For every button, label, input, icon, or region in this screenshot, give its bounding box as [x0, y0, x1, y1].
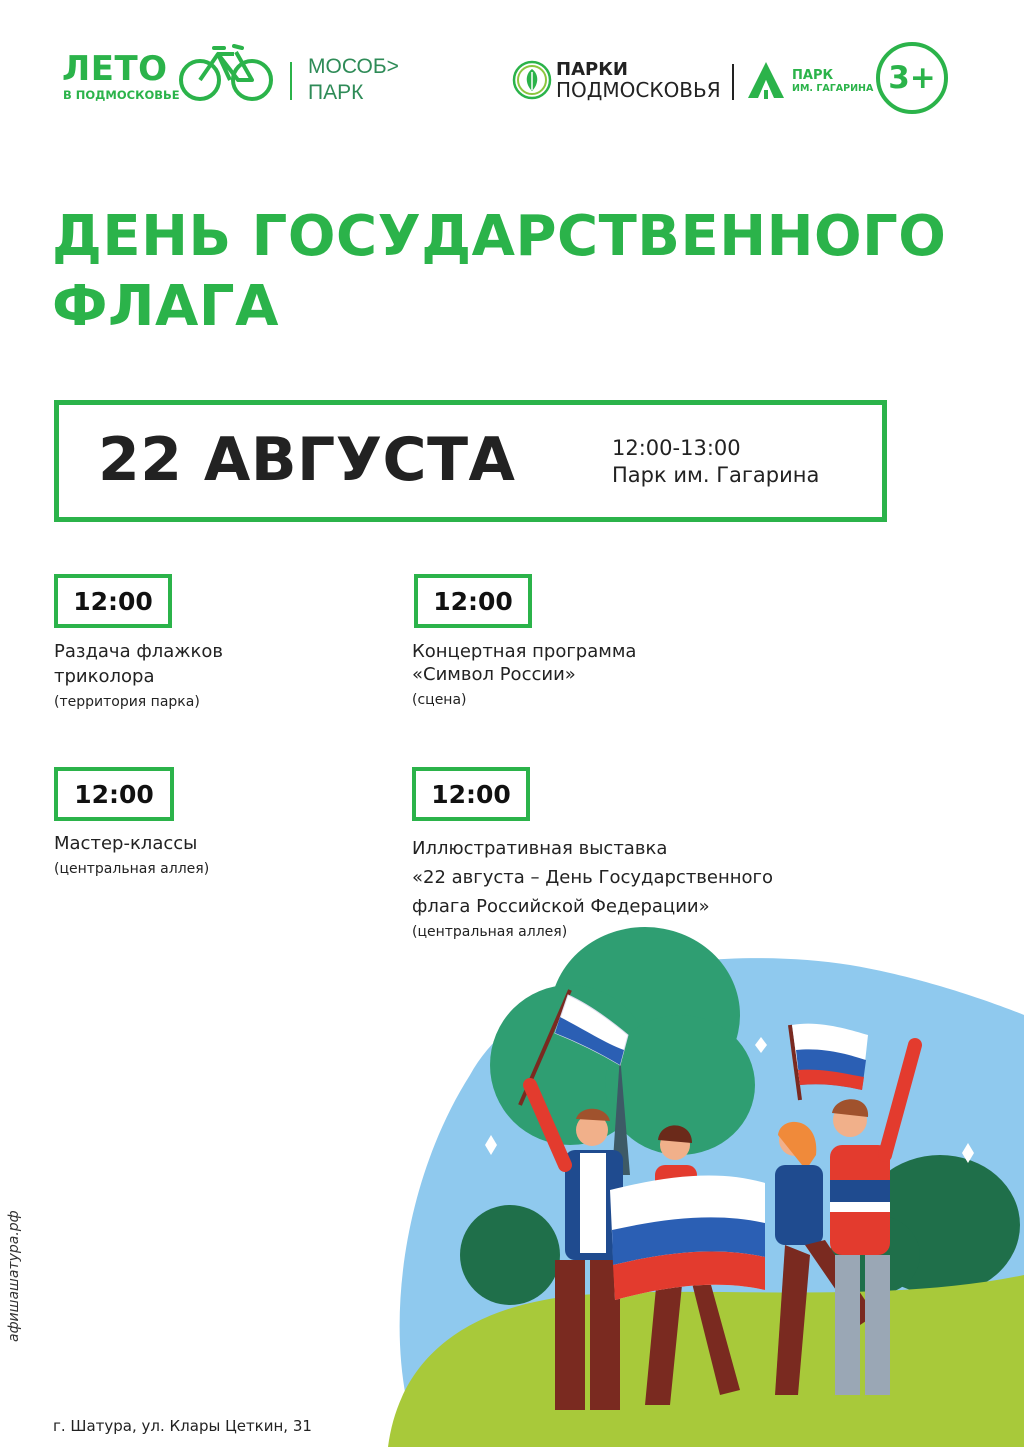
event-title-line: Концертная программа — [412, 641, 637, 662]
bicycle-icon — [178, 40, 274, 104]
bush — [460, 1205, 560, 1305]
parks-logo-line1: ПАРКИ — [556, 59, 628, 80]
header-divider — [290, 62, 292, 100]
side-website-url: афишашатура.рф — [6, 1210, 22, 1342]
event-time-range: 12:00-13:00 — [612, 436, 741, 460]
event-place: Парк им. Гагарина — [612, 463, 820, 487]
mosobpark-logo-line2: ПАРК — [308, 81, 364, 104]
title-line-2: ФЛАГА — [52, 274, 279, 339]
event-time-badge: 12:00 — [414, 574, 532, 628]
leto-logo-subtitle: В ПОДМОСКОВЬЕ — [63, 88, 180, 102]
title-line-1: ДЕНЬ ГОСУДАРСТВЕННОГО — [52, 204, 947, 269]
event-time-badge: 12:00 — [54, 574, 172, 628]
event-title-line: флага Российской Федерации» — [412, 896, 710, 917]
mosobpark-logo-line1: МОСОБ> — [308, 55, 399, 78]
age-rating-badge: 3+ — [876, 42, 948, 114]
event-time-badge: 12:00 — [412, 767, 530, 821]
event-date: 22 АВГУСТА — [98, 425, 516, 495]
event-title-line: «22 августа – День Государственного — [412, 867, 774, 888]
event-title-line: Мастер-классы — [54, 833, 198, 854]
leto-logo-word: ЛЕТО — [62, 49, 168, 89]
event-location: (сцена) — [412, 692, 467, 708]
event-title-line: триколора — [54, 666, 155, 687]
flag-day-illustration — [380, 925, 1024, 1447]
event-title-line: Раздача флажков — [54, 641, 223, 662]
event-title-line: «Символ России» — [412, 664, 576, 685]
header-divider-2 — [732, 64, 734, 100]
event-location: (территория парка) — [54, 694, 200, 710]
park-logo-line1: ПАРК — [792, 68, 834, 83]
venue-address: г. Шатура, ул. Клары Цеткин, 31 — [53, 1417, 312, 1435]
event-title-line: Иллюстративная выставка — [412, 838, 668, 859]
event-location: (центральная аллея) — [412, 924, 568, 940]
event-time-badge: 12:00 — [54, 767, 174, 821]
event-location: (центральная аллея) — [54, 861, 210, 877]
park-logo-line2: ИМ. ГАГАРИНА — [792, 83, 874, 94]
parks-logo-line2: ПОДМОСКОВЬЯ — [556, 78, 721, 102]
park-tree-icon — [744, 60, 788, 100]
page-title — [52, 202, 982, 342]
parks-leaf-icon — [512, 60, 552, 100]
